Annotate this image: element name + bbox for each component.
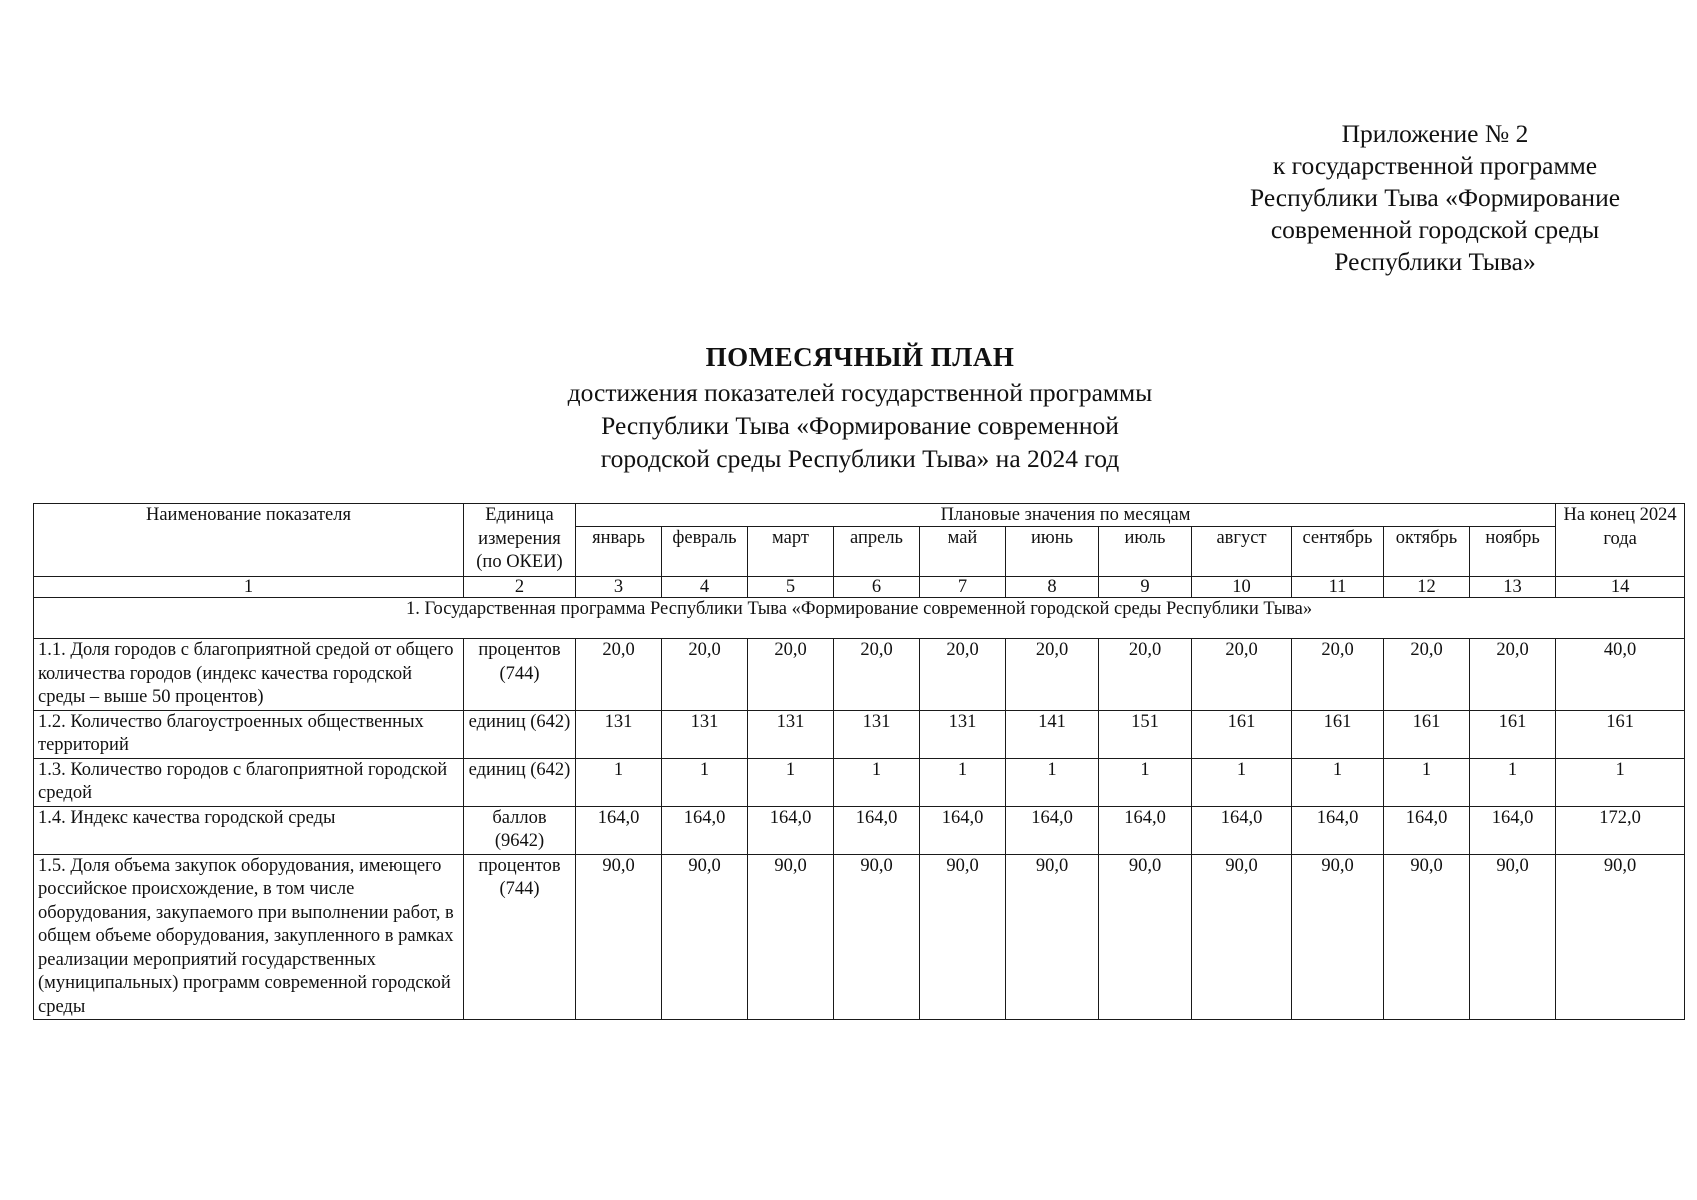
column-numbers-row — [34, 577, 1685, 598]
annex-line: Республики Тыва» — [1334, 247, 1536, 276]
month-value: 161 — [1384, 710, 1470, 758]
column-number: 14 — [1556, 577, 1685, 598]
month-value: 131 — [576, 710, 662, 758]
column-number: 8 — [1006, 577, 1099, 598]
month-value: 90,0 — [662, 854, 748, 1020]
annex-block — [1190, 118, 1680, 278]
month-value: 164,0 — [1292, 806, 1384, 854]
indicator-unit: единиц (642) — [464, 758, 576, 806]
month-value: 1 — [576, 758, 662, 806]
month-header: май — [920, 527, 1006, 577]
month-value: 90,0 — [1470, 854, 1556, 1020]
header-row — [34, 504, 1685, 527]
month-value: 164,0 — [1192, 806, 1292, 854]
month-value: 90,0 — [920, 854, 1006, 1020]
month-value: 90,0 — [1384, 854, 1470, 1020]
section-row — [34, 598, 1685, 639]
month-value: 90,0 — [1292, 854, 1384, 1020]
month-header: апрель — [834, 527, 920, 577]
month-header: сентябрь — [1292, 527, 1384, 577]
month-value: 20,0 — [920, 639, 1006, 711]
indicator-name: 1.3. Количество городов с благоприятной городской средой — [34, 758, 464, 806]
month-header: октябрь — [1384, 527, 1470, 577]
month-value: 164,0 — [920, 806, 1006, 854]
month-value: 90,0 — [1006, 854, 1099, 1020]
month-value: 1 — [748, 758, 834, 806]
annex-line: к государственной программе — [1272, 151, 1598, 180]
month-value: 1 — [1292, 758, 1384, 806]
month-header: февраль — [662, 527, 748, 577]
month-value: 90,0 — [576, 854, 662, 1020]
month-value: 20,0 — [834, 639, 920, 711]
month-value: 164,0 — [1006, 806, 1099, 854]
month-value: 1 — [1192, 758, 1292, 806]
month-value: 1 — [1384, 758, 1470, 806]
month-value: 20,0 — [748, 639, 834, 711]
month-header: август — [1192, 527, 1292, 577]
indicator-unit: процентов (744) — [464, 854, 576, 1020]
column-number: 12 — [1384, 577, 1470, 598]
column-number: 5 — [748, 577, 834, 598]
column-number: 10 — [1192, 577, 1292, 598]
month-value: 164,0 — [1384, 806, 1470, 854]
column-number: 9 — [1099, 577, 1192, 598]
month-value: 1 — [834, 758, 920, 806]
title-line: Республики Тыва «Формирование современной — [601, 411, 1119, 440]
annex-line: современной городской среды — [1270, 215, 1600, 244]
month-value: 161 — [1470, 710, 1556, 758]
column-number: 13 — [1470, 577, 1556, 598]
annex-line: Приложение № 2 — [1341, 119, 1529, 148]
month-value: 151 — [1099, 710, 1192, 758]
title-line: городской среды Республики Тыва» на 2024 год — [600, 444, 1120, 473]
month-value: 20,0 — [662, 639, 748, 711]
indicator-name: 1.5. Доля объема закупок оборудования, имеющего российское происхождение, в том числе оборудования, закупаемого при выполнении работ, в общем объеме оборудования, закупленного в рамках реализации мероприятий государственных (муниципальных) программ современной городской среды — [34, 854, 464, 1020]
month-value: 1 — [662, 758, 748, 806]
month-value: 131 — [920, 710, 1006, 758]
end-of-year-value: 1 — [1556, 758, 1685, 806]
table-row — [34, 806, 1685, 854]
column-number: 1 — [34, 577, 464, 598]
month-value: 20,0 — [1384, 639, 1470, 711]
month-header: январь — [576, 527, 662, 577]
month-value: 20,0 — [1292, 639, 1384, 711]
month-value: 161 — [1192, 710, 1292, 758]
indicator-name: 1.2. Количество благоустроенных общественных территорий — [34, 710, 464, 758]
table-row — [34, 854, 1685, 1020]
table-row — [34, 710, 1685, 758]
month-header: июнь — [1006, 527, 1099, 577]
month-value: 161 — [1292, 710, 1384, 758]
month-value: 141 — [1006, 710, 1099, 758]
column-number: 11 — [1292, 577, 1384, 598]
indicator-unit: процентов (744) — [464, 639, 576, 711]
month-header: март — [748, 527, 834, 577]
month-value: 164,0 — [1470, 806, 1556, 854]
header-planned: Плановые значения по месяцам — [576, 504, 1556, 527]
end-of-year-value: 90,0 — [1556, 854, 1685, 1020]
month-value: 90,0 — [1099, 854, 1192, 1020]
month-value: 164,0 — [576, 806, 662, 854]
column-number: 3 — [576, 577, 662, 598]
month-value: 20,0 — [1006, 639, 1099, 711]
month-value: 1 — [1470, 758, 1556, 806]
end-of-year-value: 40,0 — [1556, 639, 1685, 711]
indicator-name: 1.1. Доля городов с благоприятной средой от общего количества городов (индекс качества городской среды – выше 50 процентов) — [34, 639, 464, 711]
title-main: ПОМЕСЯЧНЫЙ ПЛАН — [705, 342, 1015, 372]
month-value: 90,0 — [834, 854, 920, 1020]
header-name: Наименование показателя — [34, 504, 464, 577]
column-number: 2 — [464, 577, 576, 598]
indicator-unit: баллов (9642) — [464, 806, 576, 854]
end-of-year-value: 172,0 — [1556, 806, 1685, 854]
month-value: 20,0 — [1470, 639, 1556, 711]
month-value: 20,0 — [576, 639, 662, 711]
month-value: 164,0 — [662, 806, 748, 854]
header-end: На конец 2024 года — [1556, 504, 1685, 577]
month-value: 1 — [1099, 758, 1192, 806]
title-line: достижения показателей государственной программы — [567, 378, 1153, 407]
month-value: 20,0 — [1099, 639, 1192, 711]
column-number: 4 — [662, 577, 748, 598]
table-row — [34, 639, 1685, 711]
month-value: 1 — [920, 758, 1006, 806]
table-row — [34, 758, 1685, 806]
month-value: 90,0 — [1192, 854, 1292, 1020]
section-title: 1. Государственная программа Республики Тыва «Формирование современной городской среды Республики Тыва» — [34, 598, 1685, 639]
month-header: июль — [1099, 527, 1192, 577]
end-of-year-value: 161 — [1556, 710, 1685, 758]
month-header: ноябрь — [1470, 527, 1556, 577]
month-value: 20,0 — [1192, 639, 1292, 711]
month-value: 164,0 — [834, 806, 920, 854]
month-value: 90,0 — [748, 854, 834, 1020]
document-title — [240, 338, 1480, 475]
month-value: 131 — [834, 710, 920, 758]
month-value: 164,0 — [1099, 806, 1192, 854]
column-number: 7 — [920, 577, 1006, 598]
indicator-name: 1.4. Индекс качества городской среды — [34, 806, 464, 854]
monthly-plan-table — [33, 503, 1685, 1020]
indicator-unit: единиц (642) — [464, 710, 576, 758]
month-value: 131 — [662, 710, 748, 758]
column-number: 6 — [834, 577, 920, 598]
month-value: 164,0 — [748, 806, 834, 854]
header-unit: Единица измерения (по ОКЕИ) — [464, 504, 576, 577]
month-value: 1 — [1006, 758, 1099, 806]
annex-line: Республики Тыва «Формирование — [1249, 183, 1621, 212]
month-value: 131 — [748, 710, 834, 758]
